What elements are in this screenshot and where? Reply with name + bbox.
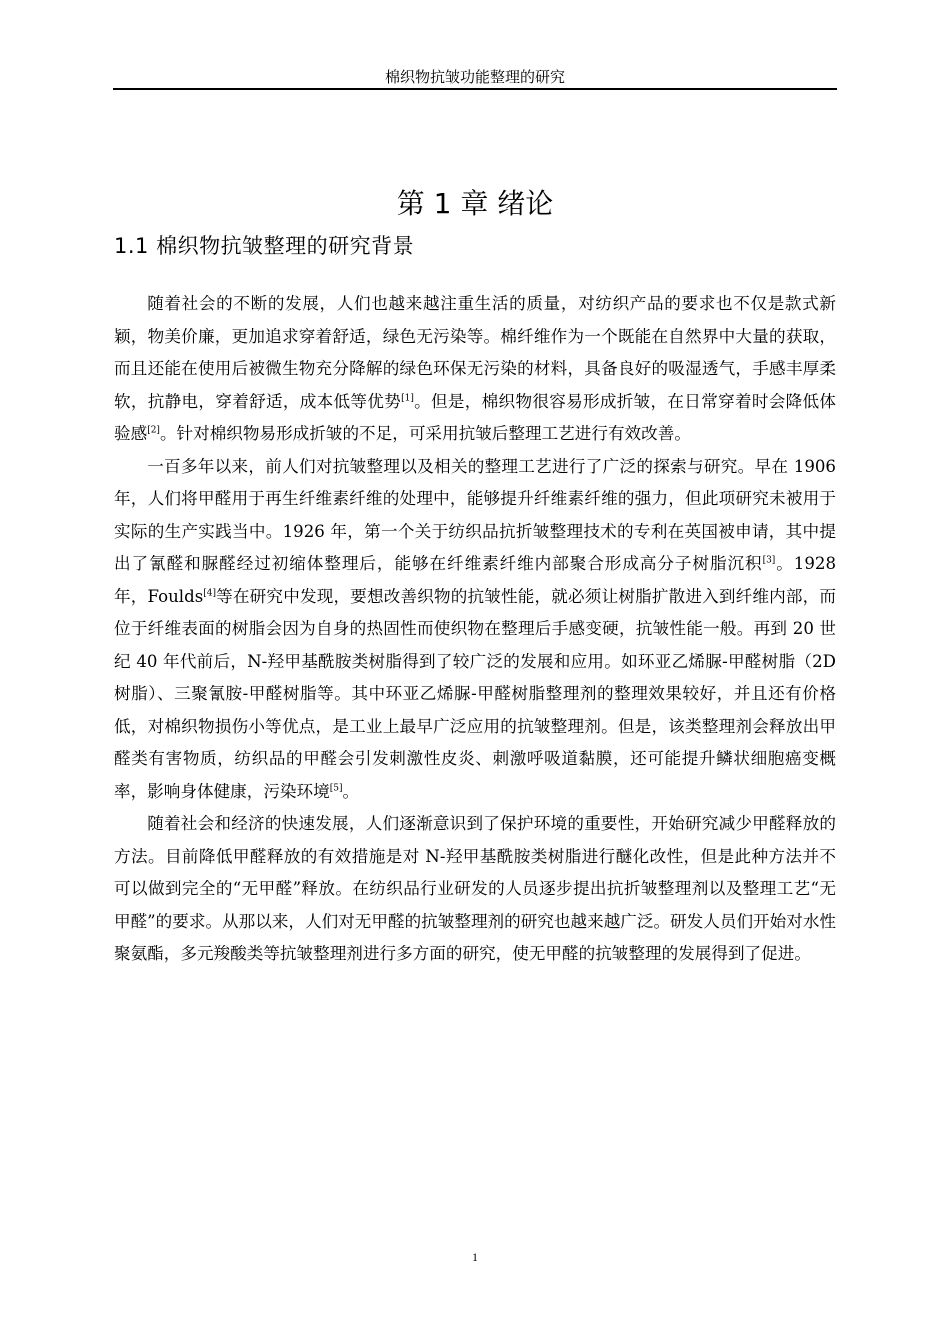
paragraph-2 bbox=[114, 451, 836, 809]
paragraph-1 bbox=[114, 288, 836, 451]
paragraph-3 bbox=[114, 808, 836, 971]
paragraph-2-text-d: 。 bbox=[342, 781, 360, 801]
paragraph-2-text-a: 一百多年以来，前人们对抗皱整理以及相关的整理工艺进行了广泛的探索与研究。早在 1906 年，人们将甲醛用于再生纤维素纤维的处理中，能够提升纤维素纤维的强力，但此项研究未被用于实际的生产实践当中。1926 年，第一个关于纺织品抗折皱整理技术的专利在英国被申请，其中提出了氰醛和脲醛经过初缩体整理后，能够在纤维素纤维内部聚合形成高分子树脂沉积 bbox=[114, 456, 836, 573]
citation-5: [5] bbox=[329, 782, 343, 793]
paragraph-1-text-b: 。但是，棉织物很容易形成折皱，在日常穿着时会降低体验感 bbox=[114, 391, 836, 443]
body-text bbox=[114, 288, 836, 971]
paragraph-1-text-a: 随着社会的不断的发展，人们也越来越注重生活的质量，对纺织产品的要求也不仅是款式新颖，物美价廉，更加追求穿着舒适，绿色无污染等。棉纤维作为一个既能在自然界中大量的获取，而且还能在使用后被微生物充分降解的绿色环保无污染的材料，具备良好的吸湿透气，手感丰厚柔软，抗静电，穿着舒适，成本低等优势 bbox=[114, 294, 836, 411]
paragraph-1-text-c: 。针对棉织物易形成折皱的不足，可采用抗皱后整理工艺进行有效改善。 bbox=[159, 424, 691, 443]
section-title: 1.1 棉织物抗皱整理的研究背景 bbox=[114, 234, 415, 258]
chapter-title: 第 1 章 绪论 bbox=[396, 187, 554, 220]
paragraph-2-text-c: 等在研究中发现，要想改善织物的抗皱性能，就必须让树脂扩散进入到纤维内部，而位于纤维表面的树脂会因为自身的热固性而使织物在整理后手感变硬，抗皱性能一般。再到 20 世纪 40 年代前后，N-羟甲基酰胺类树脂得到了较广泛的发展和应用。如环亚乙烯脲-甲醛树脂（2D 树脂）、三聚氰胺-甲醛树脂等。其中环亚乙烯脲-甲醛树脂整理剂的整理效果较好，并且还有价格低，对棉织物损伤小等优点，是工业上最早广泛应用的抗皱整理剂。但是，该类整理剂会释放出甲醛类有害物质，纺织品的甲醛会引发刺激性皮炎、刺激呼吸道黏膜，还可能提升鳞状细胞癌变概率，影响身体健康，污染环境 bbox=[114, 586, 836, 801]
citation-3: [3] bbox=[762, 555, 776, 566]
page-number: 1 bbox=[472, 1250, 478, 1264]
citation-4: [4] bbox=[203, 587, 216, 598]
running-header: 棉织物抗皱功能整理的研究 bbox=[384, 68, 565, 86]
citation-1: [1] bbox=[401, 392, 414, 403]
paragraph-3-text-a: 随着社会和经济的快速发展，人们逐渐意识到了保护环境的重要性，开始研究减少甲醛释放的方法。目前降低甲醛释放的有效措施是对 N-羟甲基酰胺类树脂进行醚化改性，但是此种方法并不可以做到完全的“无甲醛”释放。在纺织品行业研发的人员逐步提出抗折皱整理剂以及整理工艺“无甲醛”的要求。从那以来，人们对无甲醛的抗皱整理剂的研究也越来越广泛。研发人员们开始对水性聚氨酯，多元羧酸类等抗皱整理剂进行多方面的研究，使无甲醛的抗皱整理的发展得到了促进。 bbox=[114, 814, 837, 963]
header-divider bbox=[113, 88, 837, 90]
citation-2: [2] bbox=[147, 425, 160, 436]
paragraph-2-text-b: 。1928 年，Foulds bbox=[114, 554, 837, 606]
